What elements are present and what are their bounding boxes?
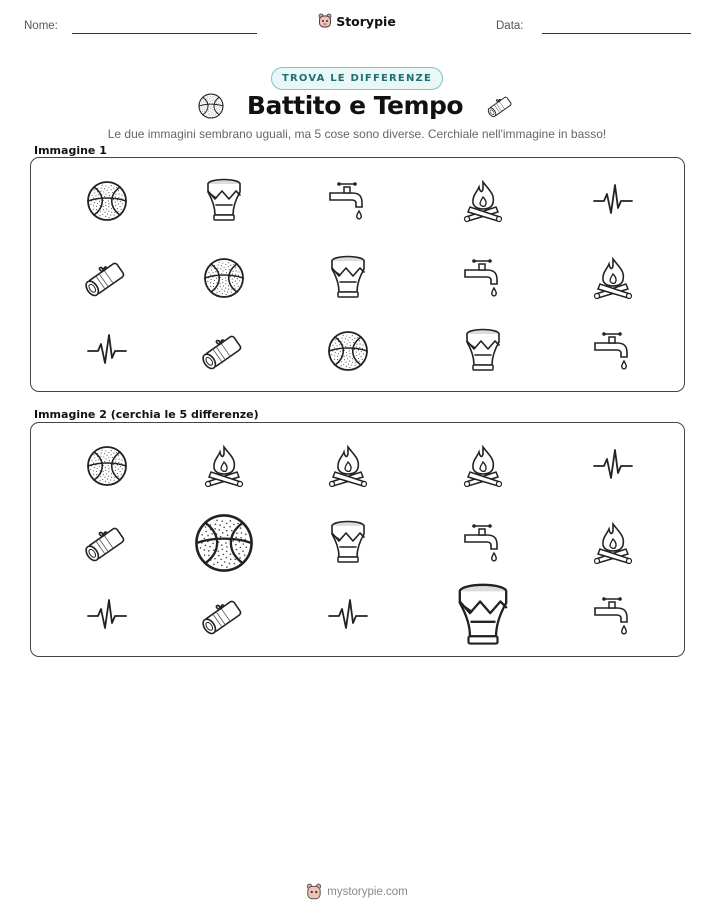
ball-icon	[205, 259, 243, 297]
campfire-icon[interactable]	[595, 524, 632, 564]
brand-name: Storypie	[336, 13, 396, 29]
campfire-icon	[465, 182, 502, 222]
footer-url: mystorypie.com	[327, 886, 408, 898]
ball-icon[interactable]	[88, 447, 126, 485]
ball-icon	[329, 332, 367, 370]
scroll-icon	[485, 92, 517, 120]
image2-grid[interactable]	[31, 423, 686, 658]
heartbeat-icon[interactable]	[594, 450, 632, 478]
date-line[interactable]	[542, 33, 691, 34]
heartbeat-icon[interactable]	[329, 600, 367, 628]
campfire-icon[interactable]	[206, 447, 243, 487]
storypie-mascot-icon	[318, 13, 332, 29]
campfire-icon[interactable]	[330, 447, 367, 487]
faucet-icon[interactable]	[595, 597, 627, 634]
campfire-icon[interactable]	[465, 447, 502, 487]
faucet-icon	[465, 259, 497, 296]
scroll-icon[interactable]	[81, 524, 125, 563]
instructions: Le due immagini sembrano uguali, ma 5 cose sono diverse. Cerchiale nell'immagine in basso!	[107, 127, 607, 141]
scroll-icon[interactable]	[198, 597, 242, 636]
image1-grid	[31, 158, 686, 393]
drum-icon	[467, 330, 499, 371]
heartbeat-icon	[88, 335, 126, 363]
storypie-mascot-icon	[306, 883, 322, 901]
drum-icon	[332, 257, 364, 298]
heartbeat-icon[interactable]	[88, 600, 126, 628]
image2-label: Immagine 2 (cerchia le 5 differenze)	[34, 408, 259, 421]
title-row	[0, 91, 714, 120]
drum-icon	[208, 180, 240, 221]
image1-panel	[30, 157, 685, 392]
ball-icon	[197, 92, 225, 120]
name-line[interactable]	[72, 33, 257, 34]
faucet-icon[interactable]	[465, 524, 497, 561]
scroll-icon	[81, 259, 125, 298]
faucet-icon	[330, 182, 362, 219]
brand-logo	[0, 13, 714, 29]
date-label: Data:	[496, 20, 524, 32]
worksheet-type-badge: TROVA LE DIFFERENZE	[271, 67, 443, 90]
drum-icon[interactable]	[460, 585, 506, 644]
heartbeat-icon	[594, 185, 632, 213]
name-label: Nome:	[24, 20, 58, 32]
footer	[0, 883, 714, 901]
faucet-icon	[595, 332, 627, 369]
page-title: Battito e Tempo	[246, 91, 464, 120]
scroll-icon	[198, 332, 242, 371]
image2-panel[interactable]	[30, 422, 685, 657]
ball-icon[interactable]	[196, 515, 251, 570]
campfire-icon	[595, 259, 632, 299]
drum-icon[interactable]	[332, 522, 364, 563]
ball-icon	[88, 182, 126, 220]
image1-label: Immagine 1	[34, 144, 107, 157]
